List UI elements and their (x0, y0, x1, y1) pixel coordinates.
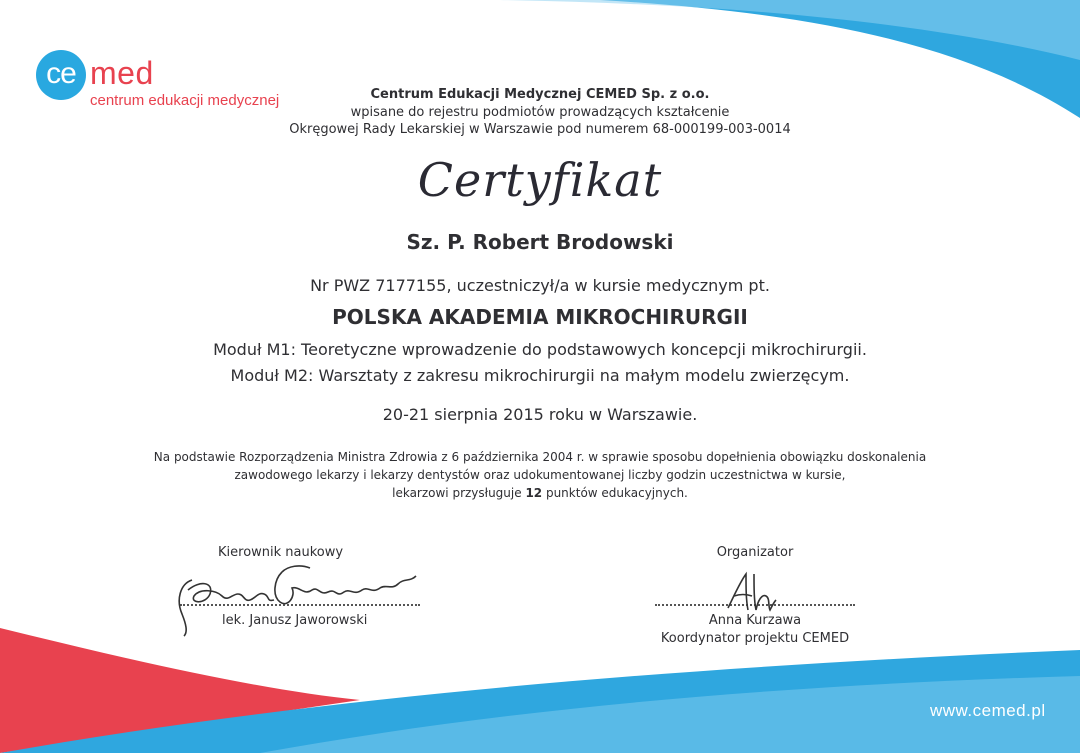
signature-subtitle-right: Koordynator projektu CEMED (660, 631, 850, 646)
legal-notice (0, 448, 1080, 502)
handwritten-signature-left (170, 560, 430, 640)
website-url[interactable]: www.cemed.pl (930, 701, 1046, 720)
module-2: Moduł M2: Warsztaty z zakresu mikrochirurgii na małym modelu zwierzęcym. (230, 366, 850, 385)
legal-line-3 (0, 484, 1080, 502)
module-1: Moduł M1: Teoretyczne wprowadzenie do podstawowych koncepcji mikrochirurgii. (213, 340, 867, 359)
logo-med-text: med (90, 55, 154, 91)
certificate-title: Certyfikat (417, 153, 663, 207)
legal-line-2: zawodowego lekarzy i lekarzy dentystów oraz udokumentowanej liczby godzin uczestnictwa w kursie, (234, 468, 846, 482)
handwritten-signature-right (722, 570, 782, 615)
course-name: POLSKA AKADEMIA MIKROCHIRURGII (332, 305, 748, 329)
course-date: 20-21 sierpnia 2015 roku w Warszawie. (382, 405, 698, 424)
legal-line-3-post: punktów edukacyjnych. (542, 486, 688, 500)
legal-line-1: Na podstawie Rozporządzenia Ministra Zdrowia z 6 października 2004 r. w sprawie sposobu dopełnienia obowiązku doskonalenia (153, 450, 927, 464)
signature-name-right: Anna Kurzawa (708, 613, 802, 628)
signature-name-left: lek. Janusz Jaworowski (222, 613, 368, 628)
legal-line-3-pre: lekarzowi przysługuje (392, 486, 526, 500)
education-points: 12 (525, 486, 543, 500)
organization-name: Centrum Edukacji Medycznej CEMED Sp. z o.o. (370, 87, 710, 102)
organization-registry-line2: Okręgowej Rady Lekarskiej w Warszawie pod numerem 68-000199-003-0014 (289, 122, 791, 137)
course-intro: Nr PWZ 7177155, uczestniczył/a w kursie medycznym pt. (310, 276, 770, 295)
signature-role-right: Organizator (716, 545, 794, 560)
logo-subtitle: centrum edukacji medycznej (90, 92, 280, 109)
recipient-name: Sz. P. Robert Brodowski (406, 230, 674, 254)
signature-role-left: Kierownik naukowy (218, 545, 344, 560)
organization-registry-line1: wpisane do rejestru podmiotów prowadzących kształcenie (350, 105, 730, 120)
logo-ce-circle: ce (36, 50, 86, 100)
